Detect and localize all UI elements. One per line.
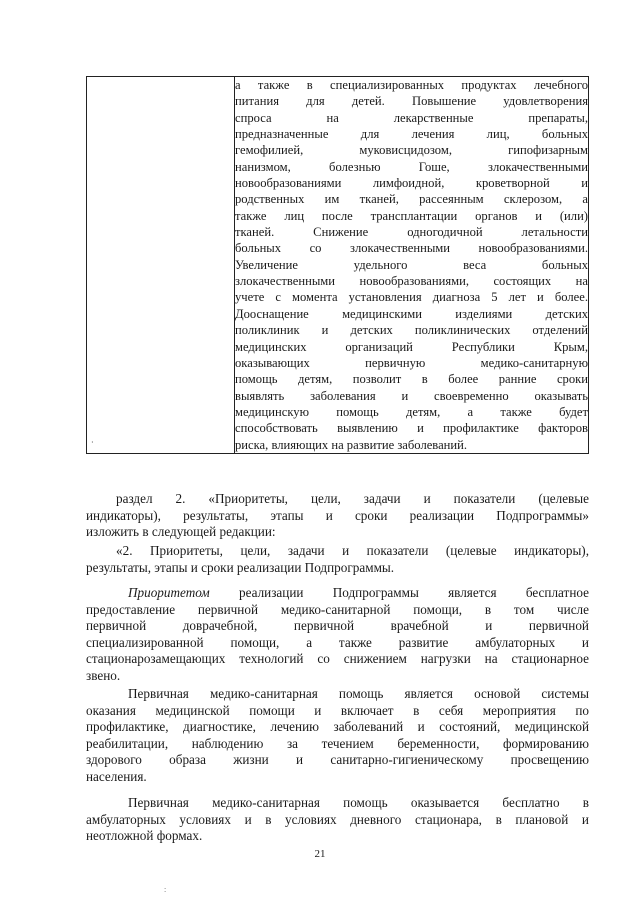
text-line: медицинских организаций Республики Крым,	[235, 339, 588, 354]
content-table	[86, 76, 589, 454]
text-line: индикаторы), результаты, этапы и сроки реализации Подпрограммы»	[86, 507, 589, 523]
paragraph-priority	[86, 585, 589, 685]
text-line: Дооснащение медицинскими изделиями детских	[235, 306, 588, 321]
table-right-cell	[235, 77, 589, 454]
text-line: также лиц после трансплантации органов и (или)	[235, 208, 588, 223]
text-line: выявлять заболевания и своевременно оказывать	[235, 388, 588, 403]
text-line: амбулаторных условиях и в условиях дневного стационара, в плановой и	[86, 811, 589, 827]
table-row	[87, 77, 589, 454]
text-line: Увеличение удельного веса больных	[235, 257, 588, 272]
table-left-cell	[87, 77, 235, 454]
text-line: поликлиник и детских поликлинических отделений	[235, 323, 588, 338]
paragraph-primary-care-basis	[86, 686, 589, 786]
paragraph-section-heading	[86, 543, 589, 576]
text-line: раздел 2. «Приоритеты, цели, задачи и показатели (целевые	[116, 491, 589, 506]
text-line: медицинскую помощь детям, а также будет	[235, 404, 588, 419]
text-line	[86, 585, 589, 602]
text-line: «2. Приоритеты, цели, задачи и показатели (целевые индикаторы),	[116, 543, 589, 558]
text-line: родственных им тканей, рассеянным склерозом, а	[235, 192, 588, 207]
priority-term: Приоритетом	[128, 585, 210, 600]
text-line: гемофилией, муковисцидозом, гипофизарным	[235, 143, 588, 158]
text-fragment: реализации Подпрограммы является бесплатное	[209, 585, 589, 600]
text-line: новообразованиями лимфоидной, кроветворной и	[235, 176, 588, 191]
text-line: тканей. Снижение одногодичной летальности	[235, 225, 588, 240]
text-line: злокачественными новообразованиями, состоящих на	[235, 274, 588, 289]
text-line: результаты, этапы и сроки реализации Подпрограммы.	[86, 559, 395, 575]
text-line: первичной доврачебной, первичной врачебной и первичной	[86, 618, 589, 634]
text-line: неотложной формах.	[86, 828, 203, 844]
page-number: 21	[314, 848, 326, 860]
text-line: оказывающих первичную медико-санитарную	[235, 355, 588, 370]
text-line: профилактике, диагностике, лечению заболеваний и состояний, медицинской	[86, 719, 589, 735]
text-line: оказания медицинской помощи и включает в себя мероприятия по	[86, 702, 589, 718]
text-line: нанизмом, болезнью Гоше, злокачественными	[235, 159, 588, 174]
footer-mark: :	[164, 885, 167, 894]
text-line: здорового образа жизни и санитарно-гигиеническому просвещению	[86, 752, 589, 768]
cell-mark: ·	[91, 437, 94, 447]
text-line: стационарозамещающих технологий со снижением нагрузки на стационарное	[86, 651, 589, 667]
text-line: спроса на лекарственные препараты,	[235, 110, 588, 125]
text-line: населения.	[86, 768, 147, 784]
text-line: учете с момента установления диагноза 5 лет и более.	[235, 290, 588, 305]
text-line: звено.	[86, 667, 121, 683]
paragraph-primary-care-free	[86, 795, 589, 845]
text-line: предоставление первичной медико-санитарной помощи, в том числе	[86, 601, 589, 617]
text-line: больных со злокачественными новообразованиями.	[235, 241, 588, 256]
text-line: а также в специализированных продуктах лечебного	[235, 78, 588, 92]
text-line: специализированной помощи, а также развитие амбулаторных и	[86, 634, 589, 650]
text-line: реабилитации, наблюдению за течением беременности, формированию	[86, 735, 589, 751]
text-line: изложить в следующей редакции:	[86, 524, 276, 540]
text-line: Первичная медико-санитарная помощь является основой системы	[128, 686, 589, 701]
text-line: питания для детей. Повышение удовлетворения	[235, 94, 588, 109]
text-line: Первичная медико-санитарная помощь оказывается бесплатно в	[128, 795, 589, 810]
text-line: способствовать выявлению и профилактике факторов	[235, 421, 588, 436]
text-line: риска, влияющих на развитие заболеваний.	[235, 437, 468, 452]
text-line: помощь детям, позволит в более ранние сроки	[235, 372, 588, 387]
paragraph-section-intro	[86, 491, 589, 541]
text-line: предназначенные для лечения лиц, больных	[235, 127, 588, 142]
